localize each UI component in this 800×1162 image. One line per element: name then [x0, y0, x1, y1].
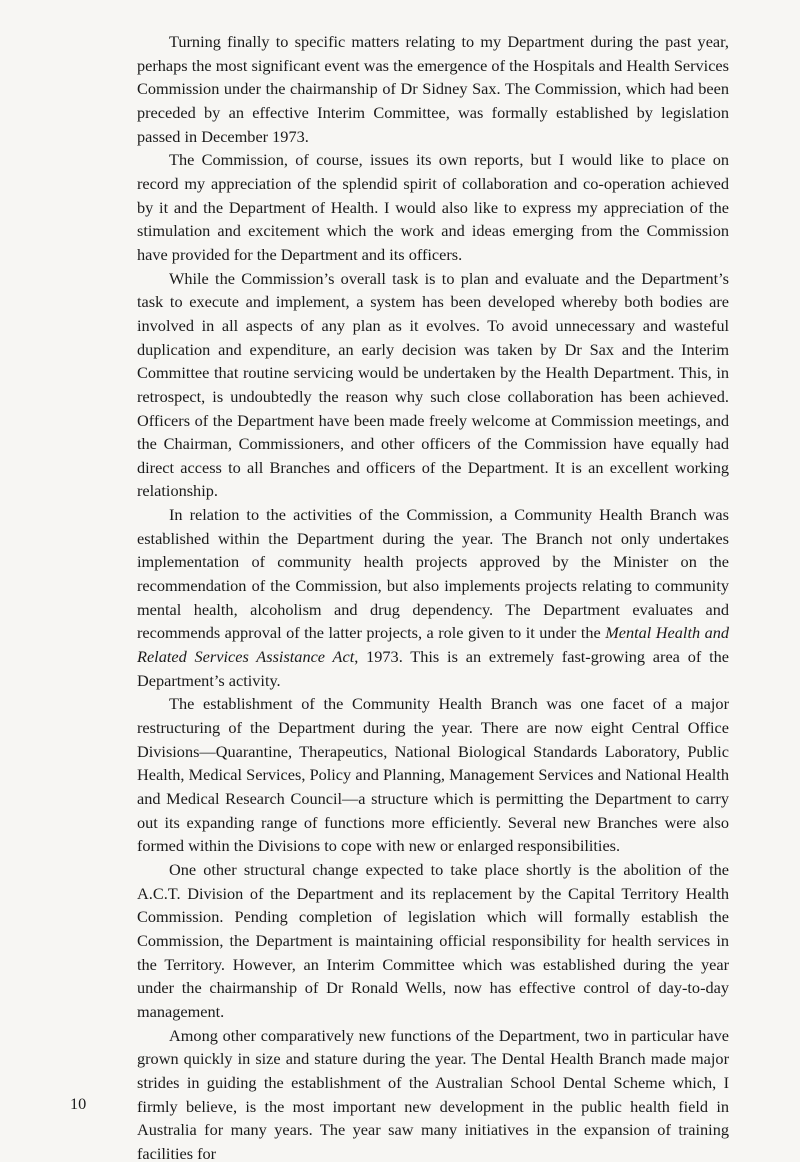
paragraph-community-health-branch: [137, 503, 729, 692]
page-number: 10: [70, 1094, 87, 1113]
paragraph-act-division: One other structural change expected to take place shortly is the abolition of the A.C.T. Division of the Department and its replacement by the Capital Territory Health Commission. Pending completion of legislation which will formally establish the Commission, the Department is maintaining official responsibility for health services in the Territory. However, an Interim Committee which was established during the year under the chairmanship of Dr Ronald Wells, now has effective control of day-to-day management.: [137, 859, 729, 1021]
act-title: Mental Health and Related Services Assistance Act: [137, 623, 730, 667]
paragraph-text: , 1973. This is an extremely fast-growing area of the Department’s activity.: [137, 647, 729, 690]
paragraph-commission-reports: The Commission, of course, issues its own reports, but I would like to place on record my appreciation of the splendid spirit of collaboration and co-operation achieved by it and the Department of Health. I would also like to express my appreciation of the stimulation and excitement which the work and ideas emerging from the Commission have provided for the Department and its officers.: [137, 150, 729, 264]
paragraph-commission-emergence: Turning finally to specific matters relating to my Department during the past year, perhaps the most significant event was the emergence of the Hospitals and Health Services Commission under the chairmanship of Dr Sidney Sax. The Commission, which had been preceded by an effective Interim Committee, was formally established by legislation passed in December 1973.: [137, 32, 729, 146]
paragraph-working-relationship: While the Commission’s overall task is to plan and evaluate and the Department’s task to execute and implement, a system has been developed whereby both bodies are involved in all aspects of any plan as it evolves. To avoid unnecessary and wasteful duplication and expenditure, an early decision was taken by Dr Sax and the Interim Committee that routine servicing would be undertaken by the Health Department. This, in retrospect, is undoubtedly the reason why such close collaboration has been achieved. Officers of the Department have been made freely welcome at Commission meetings, and the Chairman, Commissioners, and other officers of the Commission have equally had direct access to all Branches and officers of the Department. It is an excellent working relationship.: [137, 268, 729, 501]
paragraph-restructuring: The establishment of the Community Health Branch was one facet of a major restructuring of the Department during the year. There are now eight Central Office Divisions—Quarantine, Therapeutics, National Biological Standards Laboratory, Public Health, Medical Services, Policy and Planning, Management Services and National Health and Medical Research Council—a structure which is permitting the Department to carry out its expanding range of functions more efficiently. Several new Branches were also formed within the Divisions to cope with new or enlarged responsibilities.: [137, 694, 729, 856]
paragraph-new-functions: Among other comparatively new functions of the Department, two in particular have grown quickly in size and stature during the year. The Dental Health Branch made major strides in guiding the establishment of the Australian School Dental Scheme which, I firmly believe, is the most important new development in the public health field in Australia for many years. The year saw many initiatives in the expansion of training facilities for: [137, 1025, 729, 1162]
body-text: [137, 30, 729, 1162]
paragraph-text: In relation to the activities of the Commission, a Community Health Branch was established within the Department during the year. The Branch not only undertakes implementation of community health projects approved by the Minister on the recommendation of the Commission, but also implements projects relating to community mental health, alcoholism and drug dependency. The Department evaluates and recommends approval of the latter projects, a role given to it under the: [137, 505, 729, 643]
